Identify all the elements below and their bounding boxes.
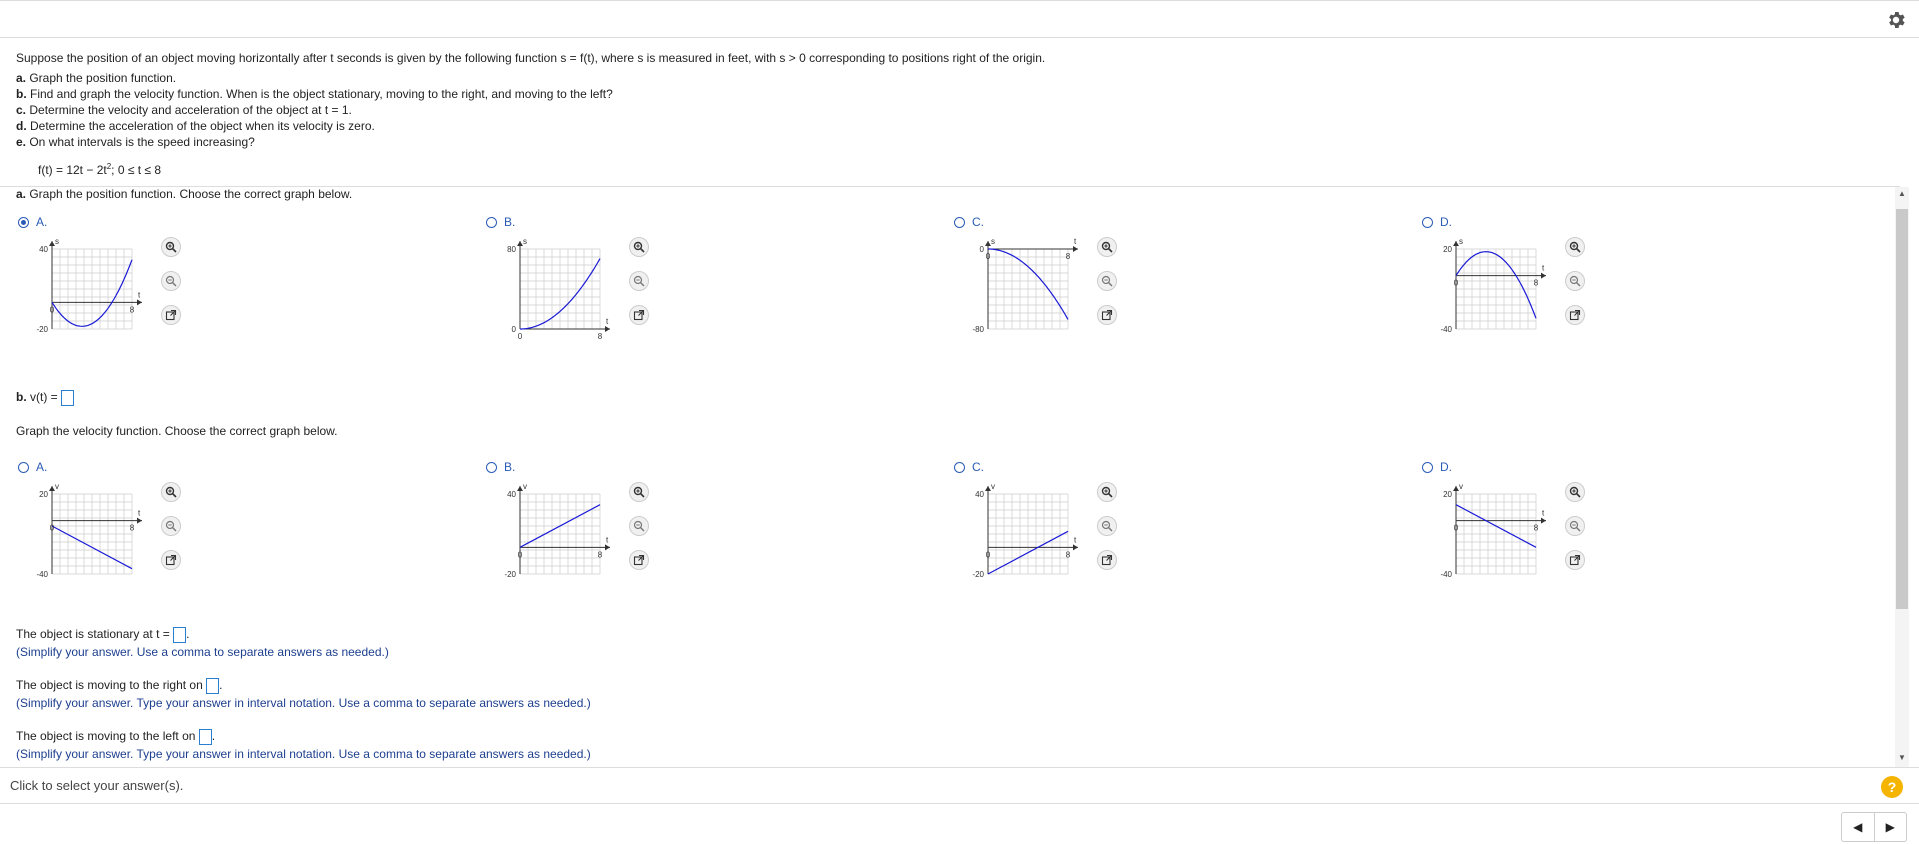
x-end-label: 8 bbox=[1533, 278, 1539, 288]
zoom-out-icon[interactable] bbox=[1097, 271, 1117, 291]
status-bar bbox=[0, 767, 1919, 804]
y-bottom-label: -20 bbox=[504, 570, 516, 579]
gear-icon[interactable] bbox=[1885, 9, 1907, 31]
x-start-label: 0 bbox=[517, 332, 523, 341]
y-axis-label: s bbox=[991, 237, 995, 246]
stationary-question: The object is stationary at t = . (Simplify your answer. Use a comma to separate answers as needed.) bbox=[16, 627, 389, 659]
t-axis-arrow bbox=[1541, 273, 1546, 279]
part-b-velocity-line: b. v(t) = bbox=[16, 390, 74, 406]
moving-left-input[interactable] bbox=[199, 729, 212, 745]
y-top-label: 0 bbox=[979, 245, 984, 254]
zoom-in-icon[interactable] bbox=[1565, 237, 1585, 257]
option-label[interactable]: C. bbox=[972, 460, 984, 474]
next-arrow-icon[interactable]: ▶ bbox=[1874, 813, 1907, 841]
velocity-graph-c bbox=[960, 478, 1090, 588]
y-axis-label: v bbox=[523, 482, 527, 491]
x-end-label: 8 bbox=[1065, 550, 1071, 560]
t-axis-label: t bbox=[1074, 535, 1077, 545]
x-end-label: 8 bbox=[129, 305, 135, 315]
y-bottom-label: -20 bbox=[972, 570, 984, 579]
open-in-new-window-icon[interactable] bbox=[629, 305, 649, 325]
y-bottom-label: -40 bbox=[1440, 325, 1452, 334]
part-e-description: e. On what intervals is the speed increasing? bbox=[16, 135, 255, 149]
x-start-label: 0 bbox=[517, 550, 523, 560]
part-a-prompt: a. Graph the position function. Choose the correct graph below. bbox=[16, 187, 353, 201]
velocity-graph-b bbox=[492, 478, 622, 588]
option-label[interactable]: C. bbox=[972, 215, 984, 229]
velocity-input[interactable] bbox=[61, 390, 74, 406]
t-axis-label: t bbox=[1542, 508, 1545, 518]
zoom-in-icon[interactable] bbox=[1097, 237, 1117, 257]
scrollbar-thumb[interactable] bbox=[1896, 209, 1908, 609]
part-b-description: b. Find and graph the velocity function. When is the object stationary, moving to the right, and moving to the left? bbox=[16, 87, 613, 101]
zoom-out-icon[interactable] bbox=[629, 271, 649, 291]
right-question: The object is moving to the right on . (Simplify your answer. Type your answer in interval notation. Use a comma to separate answers as needed.) bbox=[16, 678, 591, 710]
status-message: Click to select your answer(s). bbox=[10, 778, 184, 793]
zoom-in-icon[interactable] bbox=[629, 482, 649, 502]
y-axis-label: s bbox=[523, 237, 527, 246]
position-graph-a bbox=[24, 233, 154, 343]
t-axis-label: t bbox=[606, 317, 609, 326]
open-in-new-window-icon[interactable] bbox=[1097, 550, 1117, 570]
y-axis-label: s bbox=[55, 237, 59, 246]
open-in-new-window-icon[interactable] bbox=[629, 550, 649, 570]
x-start-label: 0 bbox=[49, 305, 55, 315]
option-label[interactable]: D. bbox=[1440, 215, 1452, 229]
y-bottom-label: 0 bbox=[511, 325, 516, 334]
t-axis-arrow bbox=[605, 326, 610, 332]
y-axis-label: v bbox=[55, 482, 59, 491]
help-icon[interactable]: ? bbox=[1881, 776, 1903, 798]
zoom-in-icon[interactable] bbox=[1565, 482, 1585, 502]
part-c-description: c. Determine the velocity and acceleration of the object at t = 1. bbox=[16, 103, 352, 117]
option-label[interactable]: A. bbox=[36, 460, 48, 474]
x-end-label: 8 bbox=[597, 550, 603, 560]
problem-statement bbox=[16, 50, 1896, 150]
open-in-new-window-icon[interactable] bbox=[1565, 550, 1585, 570]
part-d-description: d. Determine the acceleration of the object when its velocity is zero. bbox=[16, 119, 375, 133]
open-in-new-window-icon[interactable] bbox=[161, 550, 181, 570]
radio-button[interactable] bbox=[954, 217, 965, 228]
part-a-description: a. Graph the position function. bbox=[16, 71, 177, 85]
zoom-out-icon[interactable] bbox=[1097, 516, 1117, 536]
zoom-in-icon[interactable] bbox=[161, 237, 181, 257]
radio-button[interactable] bbox=[1422, 462, 1433, 473]
t-axis-label: t bbox=[138, 290, 141, 300]
zoom-in-icon[interactable] bbox=[1097, 482, 1117, 502]
y-bottom-label: -20 bbox=[36, 325, 48, 334]
t-axis-label: t bbox=[606, 535, 609, 545]
zoom-out-icon[interactable] bbox=[1565, 516, 1585, 536]
t-axis-label: t bbox=[1542, 263, 1545, 273]
radio-button[interactable] bbox=[18, 217, 29, 228]
scroll-down-arrow[interactable]: ▼ bbox=[1898, 753, 1906, 762]
x-end-label: 8 bbox=[1533, 523, 1539, 533]
left-question: The object is moving to the left on . (Simplify your answer. Type your answer in interval notation. Use a comma to separate answers as needed.) bbox=[16, 729, 591, 761]
position-graph-d bbox=[1428, 233, 1558, 343]
y-top-label: 20 bbox=[39, 490, 48, 499]
t-axis-arrow bbox=[605, 544, 610, 550]
zoom-in-icon[interactable] bbox=[161, 482, 181, 502]
option-label[interactable]: D. bbox=[1440, 460, 1452, 474]
open-in-new-window-icon[interactable] bbox=[1565, 305, 1585, 325]
part-b-prompt: Graph the velocity function. Choose the correct graph below. bbox=[16, 424, 338, 438]
option-label[interactable]: B. bbox=[504, 215, 516, 229]
zoom-out-icon[interactable] bbox=[1565, 271, 1585, 291]
stationary-hint: (Simplify your answer. Use a comma to separate answers as needed.) bbox=[16, 645, 389, 659]
y-top-label: 80 bbox=[507, 245, 516, 254]
prev-arrow-icon[interactable]: ◀ bbox=[1853, 820, 1863, 834]
x-start-label: 0 bbox=[49, 523, 55, 533]
x-end-label: 8 bbox=[1065, 252, 1071, 261]
zoom-in-icon[interactable] bbox=[629, 237, 649, 257]
stationary-input[interactable] bbox=[173, 627, 186, 643]
open-in-new-window-icon[interactable] bbox=[161, 305, 181, 325]
x-end-label: 8 bbox=[129, 523, 135, 533]
y-top-label: 40 bbox=[975, 490, 984, 499]
y-bottom-label: -80 bbox=[972, 325, 984, 334]
y-top-label: 20 bbox=[1443, 245, 1452, 254]
radio-button[interactable] bbox=[486, 217, 497, 228]
top-bar bbox=[0, 0, 1919, 38]
position-graph-b bbox=[492, 233, 622, 343]
function-definition: $f(t) = 12t - 2t^2$; 0 ≤ t ≤ 8 bbox=[38, 162, 162, 177]
x-start-label: 0 bbox=[1453, 278, 1459, 288]
right-hint: (Simplify your answer. Type your answer in interval notation. Use a comma to separate answers as needed.) bbox=[16, 696, 591, 710]
radio-button[interactable] bbox=[1422, 217, 1433, 228]
t-axis-label: t bbox=[138, 508, 141, 518]
radio-button[interactable] bbox=[486, 462, 497, 473]
t-axis-arrow bbox=[1073, 544, 1078, 550]
y-top-label: 40 bbox=[39, 245, 48, 254]
option-label[interactable]: A. bbox=[36, 215, 48, 229]
option-label[interactable]: B. bbox=[504, 460, 516, 474]
navigation-buttons bbox=[1841, 812, 1907, 842]
zoom-out-icon[interactable] bbox=[161, 271, 181, 291]
y-bottom-label: -40 bbox=[36, 570, 48, 579]
x-start-label: 0 bbox=[985, 550, 991, 560]
y-axis-label: s bbox=[1459, 237, 1463, 246]
t-axis-arrow bbox=[137, 299, 142, 305]
t-axis-label: t bbox=[1074, 237, 1077, 246]
vertical-scrollbar[interactable] bbox=[1895, 187, 1909, 767]
y-axis-label: v bbox=[991, 482, 995, 491]
t-axis-arrow bbox=[1073, 246, 1078, 252]
problem-intro: Suppose the position of an object moving horizontally after t seconds is given by the following function s = f(t), where s is measured in feet, with s > 0 corresponding to positions right of the origin. bbox=[16, 51, 1046, 65]
x-end-label: 8 bbox=[597, 332, 603, 341]
x-start-label: 0 bbox=[1453, 523, 1459, 533]
open-in-new-window-icon[interactable] bbox=[1097, 305, 1117, 325]
y-axis-label: v bbox=[1459, 482, 1463, 491]
moving-right-input[interactable] bbox=[206, 678, 219, 694]
answer-scroll-area[interactable] bbox=[0, 187, 1919, 767]
t-axis-arrow bbox=[137, 518, 142, 524]
velocity-graph-a bbox=[24, 478, 154, 588]
t-axis-arrow bbox=[1541, 518, 1546, 524]
position-graph-c bbox=[960, 233, 1090, 343]
y-bottom-label: -40 bbox=[1440, 570, 1452, 579]
x-start-label: 0 bbox=[985, 252, 991, 261]
velocity-graph-d bbox=[1428, 478, 1558, 588]
radio-button[interactable] bbox=[18, 462, 29, 473]
scroll-up-arrow[interactable]: ▲ bbox=[1898, 189, 1906, 198]
zoom-out-icon[interactable] bbox=[629, 516, 649, 536]
y-top-label: 40 bbox=[507, 490, 516, 499]
radio-button[interactable] bbox=[954, 462, 965, 473]
left-hint: (Simplify your answer. Type your answer in interval notation. Use a comma to separate answers as needed.) bbox=[16, 747, 591, 761]
zoom-out-icon[interactable] bbox=[161, 516, 181, 536]
y-top-label: 20 bbox=[1443, 490, 1452, 499]
